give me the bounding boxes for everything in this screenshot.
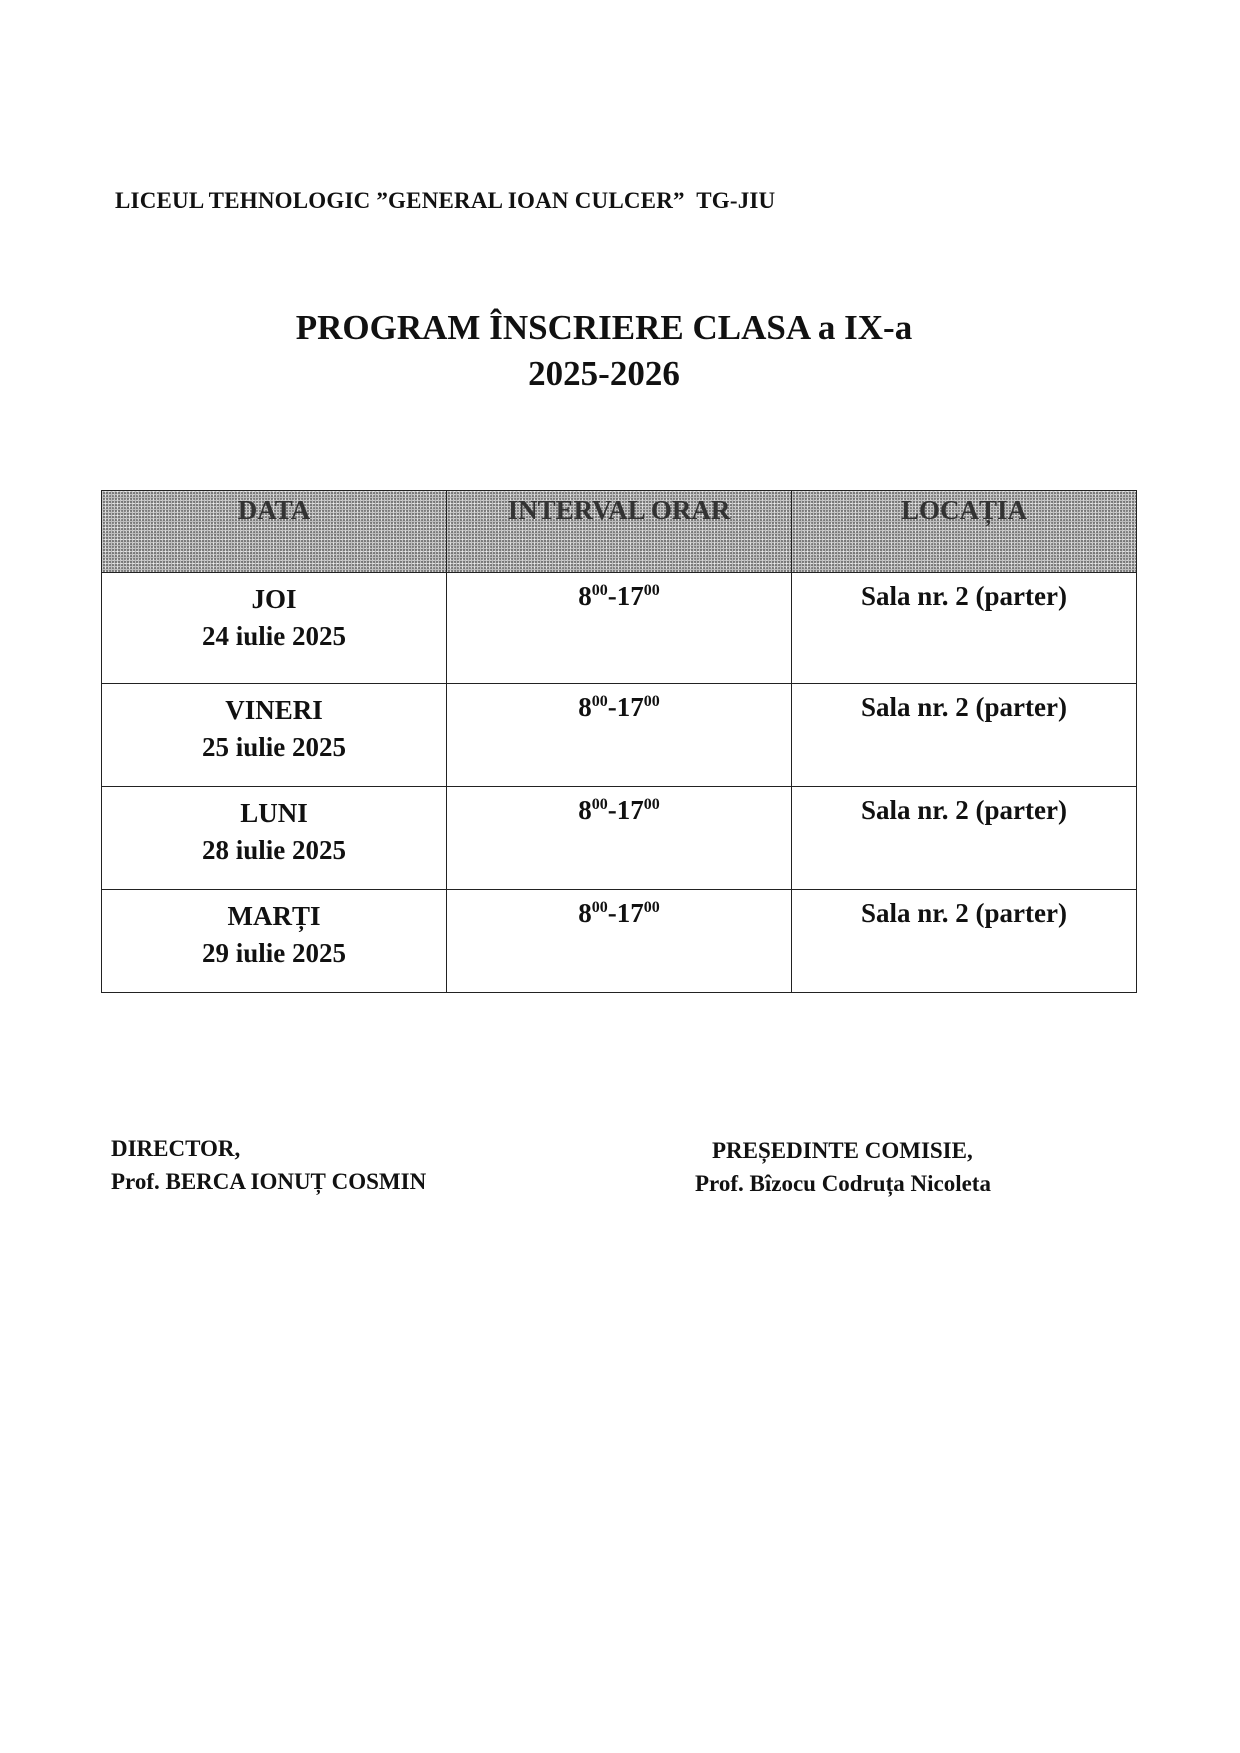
day-name: LUNI [240, 798, 308, 828]
day-name: JOI [251, 584, 297, 614]
location-cell: Sala nr. 2 (parter) [792, 684, 1137, 787]
time-start-minutes: 00 [591, 582, 608, 599]
time-separator: - [607, 795, 617, 825]
time-start-minutes: 00 [591, 796, 608, 813]
time-end: 17 [616, 692, 644, 722]
time-end-minutes: 00 [643, 796, 660, 813]
time-end: 17 [616, 581, 644, 611]
time-start: 8 [578, 581, 592, 611]
table-row [102, 684, 1137, 787]
director-role: DIRECTOR, [111, 1136, 241, 1161]
time-end-minutes: 00 [643, 899, 660, 916]
time-start: 8 [578, 795, 592, 825]
table-header-row [102, 491, 1137, 573]
time-separator: - [607, 898, 617, 928]
day-date: 29 iulie 2025 [201, 938, 346, 968]
date-cell [102, 684, 447, 787]
day-name: VINERI [225, 695, 323, 725]
schedule-table [101, 490, 1137, 993]
school-name: LICEUL TEHNOLOGIC ”GENERAL IOAN CULCER” TG-JIU [115, 188, 776, 213]
time-interval-cell [447, 684, 792, 787]
time-start: 8 [578, 692, 592, 722]
table-row [102, 890, 1137, 993]
page-title: PROGRAM ÎNSCRIERE CLASA a IX-a [295, 308, 913, 347]
time-end: 17 [616, 898, 644, 928]
time-separator: - [607, 581, 617, 611]
time-end-minutes: 00 [643, 582, 660, 599]
header-data: DATA [102, 491, 447, 573]
time-separator: - [607, 692, 617, 722]
time-end: 17 [616, 795, 644, 825]
title-block [0, 305, 1240, 397]
table-row [102, 787, 1137, 890]
time-start-minutes: 00 [591, 693, 608, 710]
date-cell [102, 890, 447, 993]
date-cell [102, 787, 447, 890]
director-signature-block [111, 1132, 426, 1198]
time-start-minutes: 00 [591, 899, 608, 916]
time-start: 8 [578, 898, 592, 928]
commission-president-signature-block [695, 1134, 991, 1200]
location-cell: Sala nr. 2 (parter) [792, 573, 1137, 684]
time-interval-cell [447, 787, 792, 890]
commission-president-role: PREȘEDINTE COMISIE, [712, 1138, 973, 1163]
time-interval-cell [447, 890, 792, 993]
date-cell [102, 573, 447, 684]
day-date: 25 iulie 2025 [201, 732, 346, 762]
day-name: MARȚI [227, 901, 321, 931]
location-cell: Sala nr. 2 (parter) [792, 787, 1137, 890]
day-date: 24 iulie 2025 [201, 621, 346, 651]
header-interval-orar: INTERVAL ORAR [447, 491, 792, 573]
location-cell: Sala nr. 2 (parter) [792, 890, 1137, 993]
time-end-minutes: 00 [643, 693, 660, 710]
table-row [102, 573, 1137, 684]
time-interval-cell [447, 573, 792, 684]
director-name: Prof. BERCA IONUȚ COSMIN [111, 1169, 427, 1194]
day-date: 28 iulie 2025 [201, 835, 346, 865]
header-locatia: LOCAȚIA [792, 491, 1137, 573]
school-year: 2025-2026 [528, 354, 680, 393]
commission-president-name: Prof. Bîzocu Codruța Nicoleta [695, 1171, 991, 1196]
